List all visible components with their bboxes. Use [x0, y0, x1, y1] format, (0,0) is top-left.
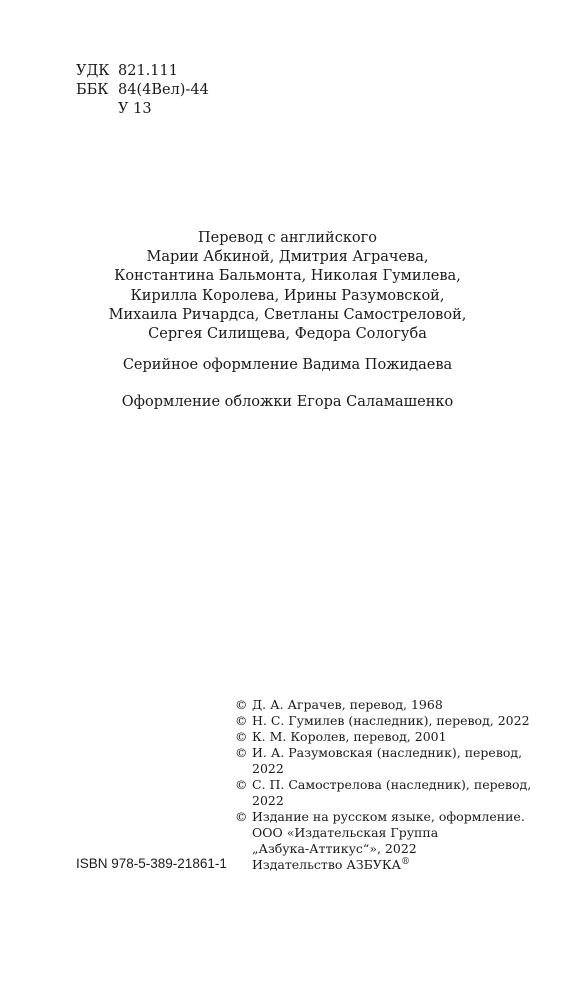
copyright-symbol: ©	[235, 729, 248, 744]
copyright-line: ООО «Издательская Группа	[252, 825, 439, 840]
copyright-item	[235, 697, 555, 713]
bbk-value: 84(4Вел)-44	[118, 82, 209, 98]
udk-label: УДК	[76, 63, 110, 79]
copyright-symbol: ©	[235, 809, 248, 824]
copyright-line: 2022	[252, 793, 284, 808]
translators-line: Михаила Ричардса, Светланы Самостреловой,	[108, 306, 467, 323]
bbk-row	[76, 81, 209, 100]
translators-line: Константина Бальмонта, Николая Гумилева,	[114, 268, 461, 285]
copyright-symbol: ©	[235, 777, 248, 792]
copyright-symbol: ©	[235, 745, 248, 760]
translators-line: Кирилла Королева, Ирины Разумовской,	[130, 287, 445, 304]
copyright-list	[235, 697, 555, 873]
copyright-line: С. П. Самострелова (наследник), перевод,	[252, 777, 532, 792]
copyright-item	[235, 745, 555, 777]
copyright-line: 2022	[252, 761, 284, 776]
isbn: ISBN 978-5-389-21861-1	[76, 856, 227, 871]
translators-credit	[0, 229, 575, 344]
copyright-item	[235, 809, 555, 873]
registered-mark: ®	[401, 856, 410, 867]
translators-line: Перевод с английского	[198, 230, 377, 246]
copyright-symbol: ©	[235, 713, 248, 728]
translators-line: Сергея Силищева, Федора Сологуба	[148, 326, 427, 343]
copyright-line: Д. А. Аграчев, перевод, 1968	[252, 697, 443, 712]
series-design-text: Серийное оформление Вадима Пожидаева	[122, 357, 453, 373]
udk-row	[76, 62, 209, 81]
copyright-line: И. А. Разумовская (наследник), перевод,	[252, 745, 523, 760]
author-mark: У 13	[118, 101, 152, 117]
copyright-item	[235, 777, 555, 809]
translators-line: Марии Абкиной, Дмитрия Аграчева,	[146, 249, 429, 266]
udk-value: 821.111	[118, 63, 178, 79]
publisher-line	[252, 857, 525, 873]
series-design-credit	[0, 356, 575, 375]
copyright-line: К. М. Королев, перевод, 2001	[252, 729, 447, 744]
copyright-line: Издание на русском языке, оформление.	[252, 809, 525, 824]
classification-block	[76, 62, 209, 119]
copyright-item	[235, 729, 555, 745]
copyright-item	[235, 713, 555, 729]
author-mark-row	[76, 100, 209, 119]
bbk-label: ББК	[76, 82, 109, 98]
copyright-line: Н. С. Гумилев (наследник), перевод, 2022	[252, 713, 530, 728]
cover-design-text: Оформление обложки Егора Саламашенко	[121, 394, 454, 410]
publisher-name: Издательство АЗБУКА	[252, 857, 401, 872]
copyright-line: „Азбука-Аттикус“», 2022	[252, 841, 417, 856]
copyright-symbol: ©	[235, 697, 248, 712]
cover-design-credit	[0, 393, 575, 412]
